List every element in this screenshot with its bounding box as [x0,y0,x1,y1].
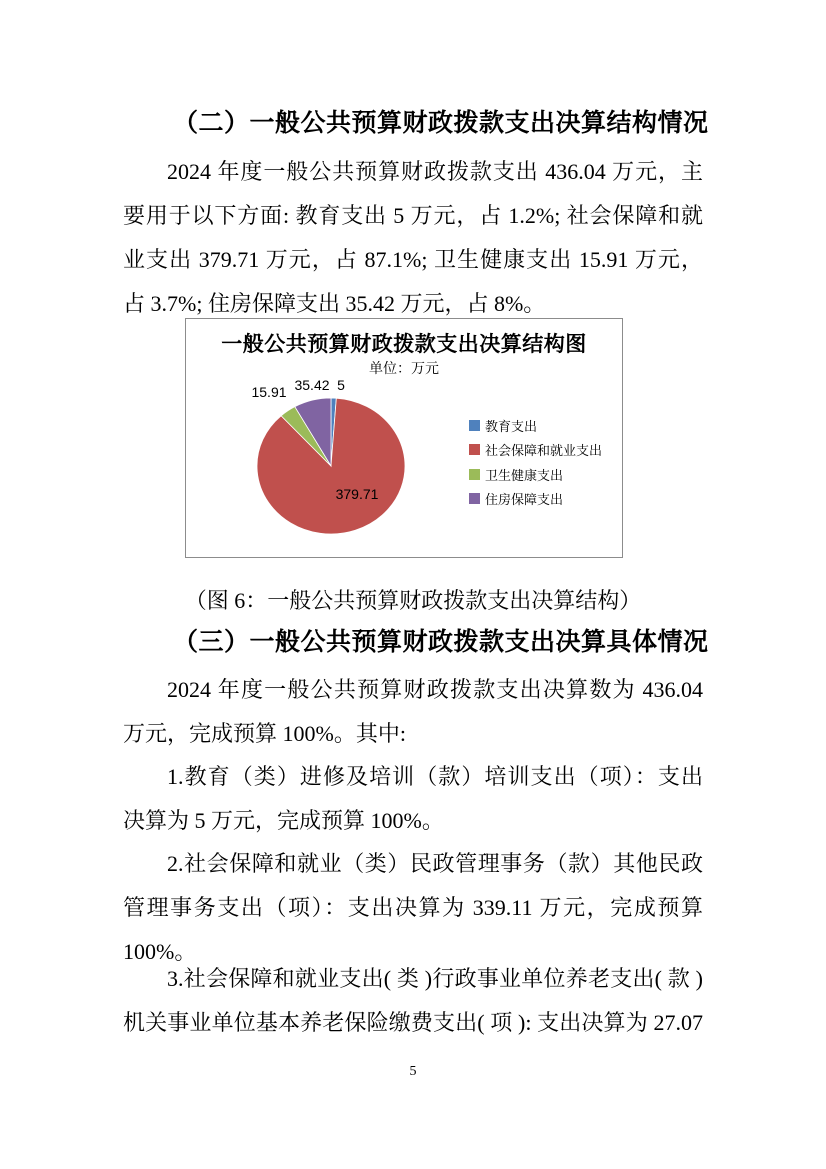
legend-label: 住房保障支出 [485,492,564,508]
legend-swatch-blue-icon [469,420,480,431]
item2-paragraph [123,842,703,974]
chart-unit-label: 单位：万元 [369,360,439,376]
legend-item-social-security [469,438,602,463]
pie-chart [257,398,405,534]
paragraph-line: 万元，完成预算 100%。其中: [123,721,406,746]
paragraph-line: 要用于以下方面: 教育支出 5 万元，占 1.2%; 社会保障和就 [123,203,703,228]
pie-chart-figure [185,318,623,558]
chart-legend [469,413,602,511]
pie-label-housing: 35.42 [294,377,330,393]
paragraph-line: 100%。 [123,939,197,964]
paragraph-line: 2024 年度一般公共预算财政拨款支出 436.04 万元，主 [167,159,703,184]
section3-paragraph [123,668,703,756]
paragraph-line: 业支出 379.71 万元，占 87.1%; 卫生健康支出 15.91 万元， [123,247,703,272]
legend-swatch-purple-icon [469,493,480,504]
page-number: 5 [409,1064,417,1079]
item1-paragraph [123,755,703,843]
legend-item-education [469,413,602,438]
legend-label: 教育支出 [485,418,538,434]
figure-caption: （图 6：一般公共预算财政拨款支出决算结构） [184,588,642,613]
paragraph-line: 1.教育（类）进修及培训（款）培训支出（项）：支出 [167,764,703,789]
pie-label-social-security: 379.71 [335,486,379,502]
item3-paragraph [123,957,703,1045]
legend-label: 卫生健康支出 [485,467,564,483]
pie-label-health: 15.91 [251,384,287,400]
chart-title: 一般公共预算财政拨款支出决算结构图 [221,333,587,356]
section2-paragraph [123,150,703,326]
legend-swatch-green-icon [469,469,480,480]
paragraph-line: 2.社会保障和就业（类）民政管理事务（款）其他民政 [167,851,703,876]
legend-swatch-red-icon [469,444,480,455]
paragraph-line: 机关事业单位基本养老保险缴费支出( 项 ): 支出决算为 27.07 [123,1010,703,1035]
paragraph-line: 管理事务支出（项）：支出决算为 339.11 万元，完成预算 [123,895,703,920]
paragraph-line: 占 3.7%; 住房保障支出 35.42 万元，占 8%。 [123,291,546,316]
paragraph-line: 决算为 5 万元，完成预算 100%。 [123,808,444,833]
paragraph-line: 2024 年度一般公共预算财政拨款支出决算数为 436.04 [167,677,703,702]
section2-heading: （二）一般公共预算财政拨款支出决算结构情况 [173,110,709,137]
legend-item-housing [469,487,602,512]
section3-heading: （三）一般公共预算财政拨款支出决算具体情况 [173,629,709,656]
legend-label: 社会保障和就业支出 [485,443,603,459]
paragraph-line: 3.社会保障和就业支出( 类 )行政事业单位养老支出( 款 ) [167,966,703,991]
pie-label-education: 5 [337,377,345,393]
legend-item-health [469,462,602,487]
